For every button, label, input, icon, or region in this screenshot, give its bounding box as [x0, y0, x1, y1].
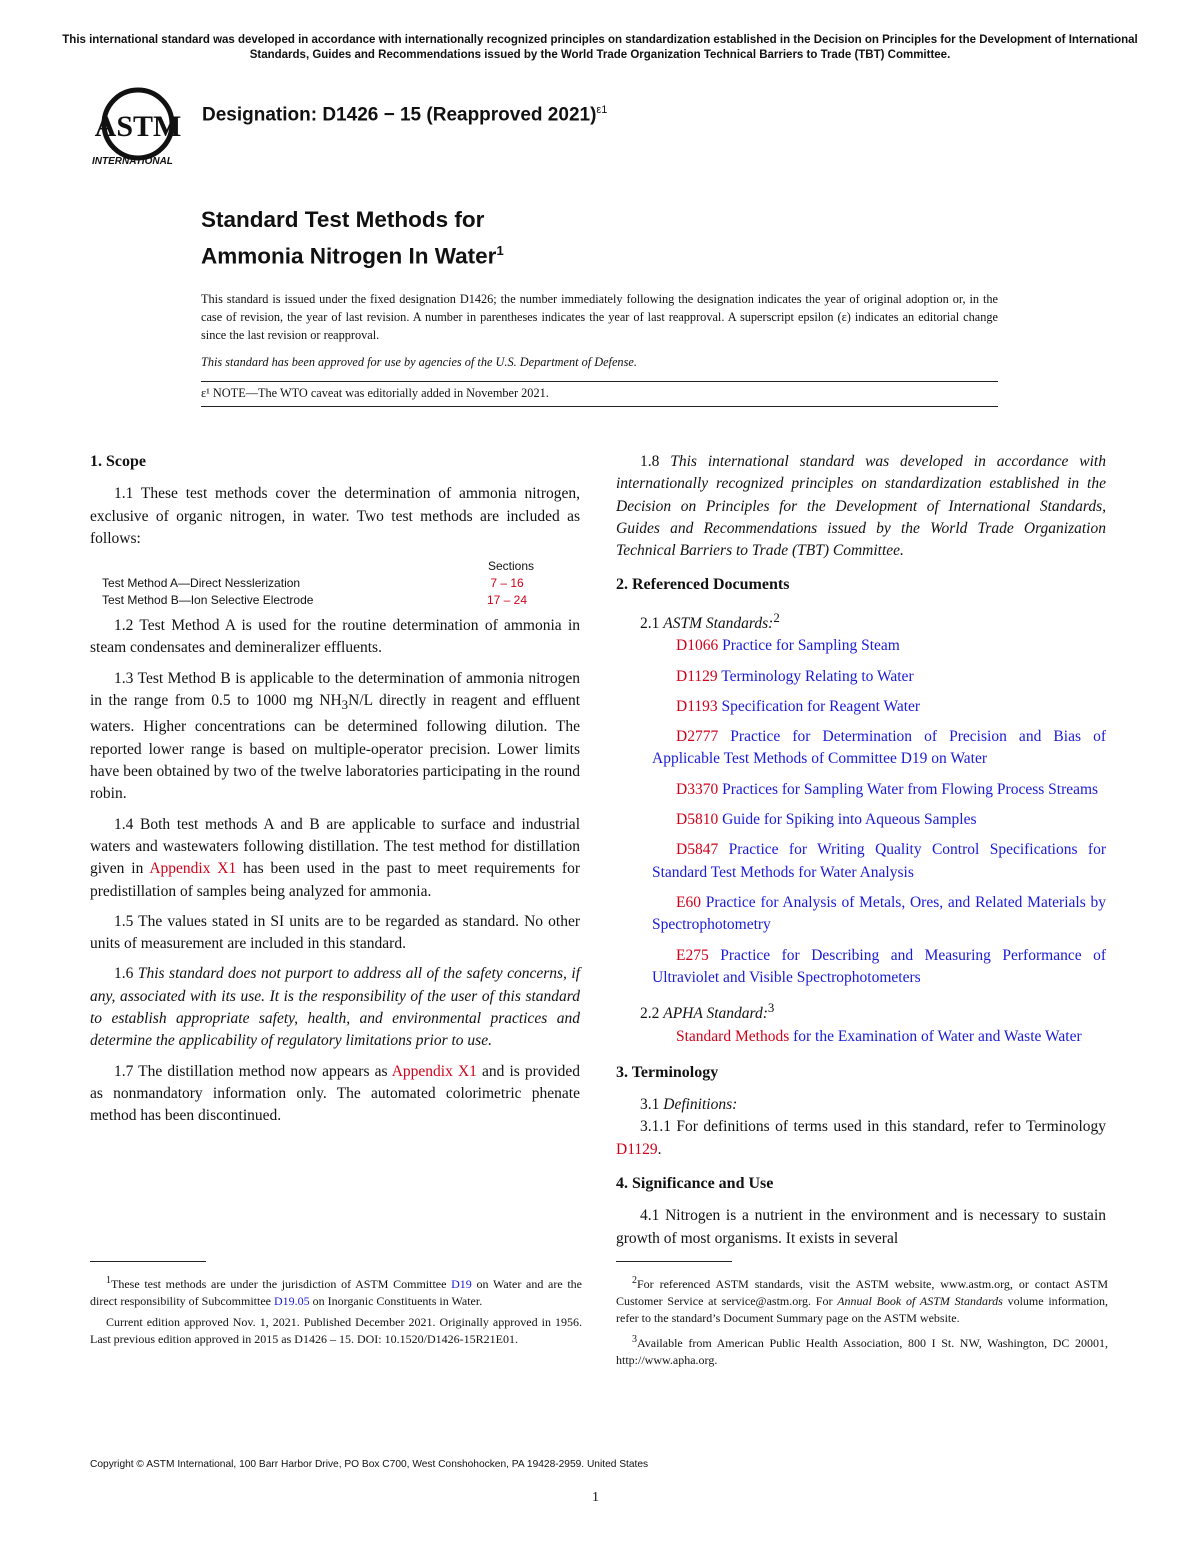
appendix-link[interactable]: Appendix X1	[149, 860, 237, 878]
ref-item[interactable]: E275 Practice for Describing and Measuring Performance of Ultraviolet and Visible Spectrophotometers	[652, 946, 1106, 986]
ref-item[interactable]: D2777 Practice for Determination of Precision and Bias of Applicable Test Methods of Committee D19 on Water	[652, 728, 1106, 768]
astm-logo-text: ASTM	[94, 110, 182, 143]
para-4-1: 4.1 Nitrogen is a nutrient in the environment and is necessary to sustain growth of most organisms. It exists in several	[616, 1207, 1106, 1247]
astm-logo-sub: INTERNATIONAL	[92, 156, 173, 167]
sections-link[interactable]: 7 – 16	[490, 576, 524, 591]
para-1-7: 1.7 The distillation method now appears as Appendix X1 and is provided as nonmandatory information only. The automated colorimetric phenate method has been discontinued.	[90, 1062, 580, 1125]
designation-label: Designation: D1426 − 15 (Reapproved 2021)	[202, 104, 597, 126]
para-1-3: 1.3 Test Method B is applicable to the determination of ammonia nitrogen in the range from 0.5 to 1000 mg $NH_3N/L$ directly in reagent and effluent waters. Higher concentrations can be determined following dilution. The reported lower range is based on multiple-operator precision. Lower limits have been obtained by two of the twelve laboratories participating in the round robin.	[90, 669, 580, 803]
title-line-2: Ammonia Nitrogen In Water$^1$	[201, 243, 504, 269]
divider-top	[201, 381, 998, 382]
refdocs-heading: 2. Referenced Documents	[616, 576, 790, 594]
ref-item[interactable]: E60 Practice for Analysis of Metals, Ores, and Related Materials by Spectrophotometry	[652, 893, 1106, 934]
footnote-1: $^1$These test methods are under the jurisdiction of ASTM Committee D19 on Water and are the direct responsibility of Subcommittee D19.05 on Inorganic Constituents in Water.	[90, 1275, 583, 1308]
footnotes-right	[616, 1272, 1108, 1373]
ref-item[interactable]: D1066 Practice for Sampling Steam	[676, 637, 900, 655]
astm-standards-label: 2.1 ASTM Standards:$^2$	[640, 609, 780, 632]
right-column	[616, 451, 1106, 1258]
significance-heading: 4. Significance and Use	[616, 1175, 774, 1193]
d1129-link[interactable]: D1129	[616, 1140, 658, 1158]
footnote-rule-left	[90, 1261, 206, 1262]
editorial-note: ε¹ NOTE—The WTO caveat was editorially added in November 2021.	[201, 386, 549, 400]
footnotes-left	[90, 1272, 582, 1352]
d19-05-link[interactable]: D19.05	[273, 1294, 310, 1308]
footnote-3: $^3$Available from American Public Health Association, 800 I St. NW, Washington, DC 20001, http://www.apha.org.	[616, 1334, 1108, 1367]
title-sup: 1	[496, 243, 504, 258]
footnote-rule-right	[616, 1261, 732, 1262]
para-1-6: 1.6 This standard does not purport to address all of the safety concerns, if any, associated with its use. It is the responsibility of the user of this standard to establish appropriate safety, health, and environmental practices and determine the applicability of regulatory limitations prior to use.	[90, 965, 581, 1050]
table-header: Sections	[487, 559, 534, 574]
para-1-1: 1.1 These test methods cover the determination of ammonia nitrogen, exclusive of organic nitrogen, in water. Two test methods are included as follows:	[90, 485, 580, 547]
ref-item[interactable]: D5847 Practice for Writing Quality Control Specifications for Standard Test Methods for Water Analysis	[652, 841, 1106, 881]
copyright: Copyright © ASTM International, 100 Barr Harbor Drive, PO Box C700, West Conshohocken, PA 19428-2959. United States	[90, 1459, 649, 1470]
astm-logo	[88, 84, 188, 174]
ref-item[interactable]: D5810 Guide for Spiking into Aqueous Samples	[676, 811, 977, 829]
footnote-2: $^2$For referenced ASTM standards, visit the ASTM website, www.astm.org, or contact ASTM Customer Service at service@astm.org. For Annual Book of ASTM Standards volume information, refer to the standard’s Document Summary page on the ASTM website.	[616, 1275, 1108, 1325]
ref-item[interactable]: D1129 Terminology Relating to Water	[676, 667, 914, 685]
designation-sup: ε1	[596, 104, 608, 116]
appendix-link[interactable]: Appendix X1	[391, 1062, 477, 1080]
designation	[202, 104, 607, 126]
footnote-current-edition: Current edition approved Nov. 1, 2021. Published December 2021. Originally approved in 1956. Last previous edition approved in 2015 as D1426 – 15. DOI: 10.1520/D1426-15R21E01.	[90, 1315, 582, 1346]
document-title	[201, 204, 504, 272]
ref-item[interactable]: D3370 Practices for Sampling Water from Flowing Process Streams	[676, 780, 1099, 798]
ref-item[interactable]: D1193 Specification for Reagent Water	[676, 697, 921, 715]
para-1-5: 1.5 The values stated in SI units are to be regarded as standard. No other units of measurement are included in this standard.	[90, 912, 580, 953]
page-number: 1	[592, 1490, 599, 1505]
para-3-1-1: 3.1.1 For definitions of terms used in this standard, refer to Terminology D1129.	[616, 1118, 1106, 1158]
sections-link[interactable]: 17 – 24	[486, 593, 528, 608]
ref-item[interactable]: Standard Methods for the Examination of Water and Waste Water	[676, 1027, 1082, 1045]
wto-caveat: This international standard was developed in accordance with internationally recognized principles on standardization established in the Decision on Principles for the Development of International Standards, Guides and Recommendations issued by the World Trade Organization Technical Barriers to Trade (TBT) Committee.	[62, 34, 1138, 61]
para-3-1: 3.1 Definitions:	[640, 1096, 738, 1114]
divider-bottom	[201, 406, 998, 407]
scope-heading: 1. Scope	[90, 453, 146, 470]
para-1-4: 1.4 Both test methods A and B are applicable to surface and industrial waters and wastewaters following distillation. The test method for distillation given in Appendix X1 has been used in the past to meet requirements for predistillation of samples being analyzed for ammonia.	[90, 815, 580, 900]
methods-table	[102, 558, 542, 609]
para-1-2: 1.2 Test Method A is used for the routine determination of ammonia in steam condensates and demineralizer effluents.	[90, 617, 580, 657]
d19-link[interactable]: D19	[451, 1277, 472, 1291]
left-column	[90, 451, 580, 1136]
reference-list	[616, 635, 1106, 989]
table-row: Test Method A—Direct Nesslerization 7 – 16	[102, 575, 542, 592]
table-row: Test Method B—Ion Selective Electrode 17 – 24	[102, 592, 542, 609]
issued-note: This standard is issued under the fixed designation D1426; the number immediately following the designation indicates the year of original adoption or, in the case of revision, the year of last revision. A number in parentheses indicates the year of last reapproval. A superscript epsilon (ε) indicates an editorial change since the last revision or reapproval.	[201, 292, 998, 342]
apha-standard-label: 2.2 APHA Standard:$^3$	[640, 1000, 775, 1023]
para-1-8: 1.8 This international standard was developed in accordance with internationally recognized principles on standardization established in the Decision on Principles for the Development of International Standards, Guides and Recommendations issued by the World Trade Organization Technical Barriers to Trade (TBT) Committee.	[616, 453, 1106, 560]
terminology-heading: 3. Terminology	[616, 1063, 719, 1081]
title-line-1: Standard Test Methods for	[201, 207, 485, 232]
dod-note: This standard has been approved for use by agencies of the U.S. Department of Defense.	[201, 355, 637, 369]
